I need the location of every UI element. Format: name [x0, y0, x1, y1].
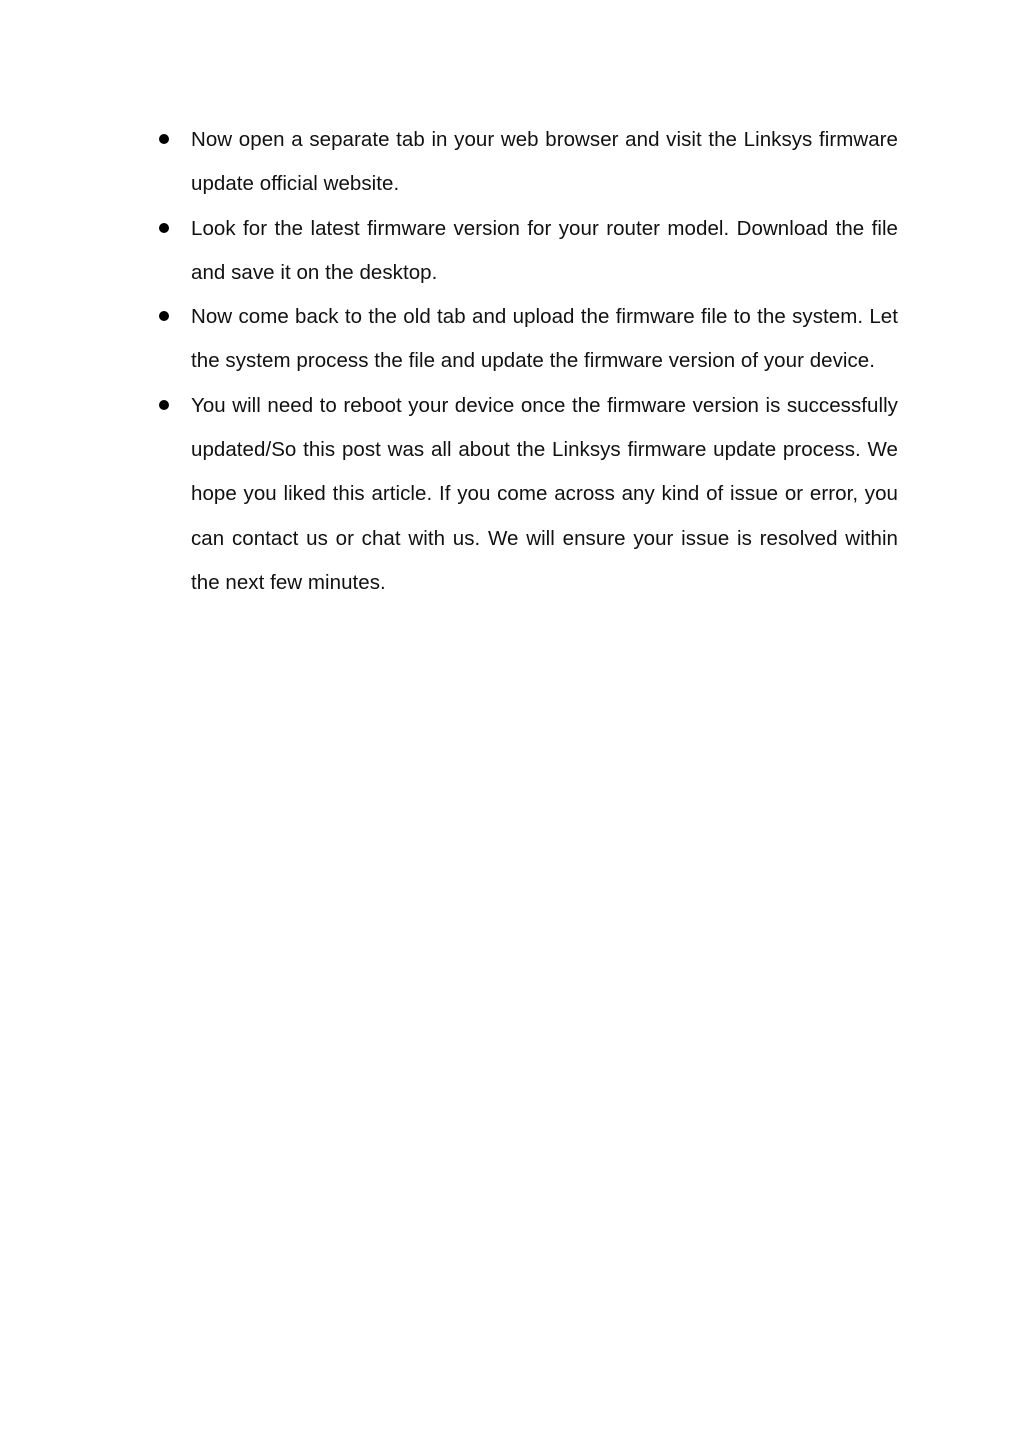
bullet-text: You will need to reboot your device once the firmware version is successfully updated/So this post was all about the Linksys firmware update process. We hope you liked this article. If you come across any kind of issue or error, you can contact us or chat with us. We will ensure your issue is resolved within the next few minutes. [191, 393, 898, 594]
bullet-item-reboot-device [155, 384, 898, 605]
bullet-icon [159, 223, 169, 233]
bullet-item-download-firmware [155, 207, 898, 296]
bullet-item-upload-firmware [155, 295, 898, 384]
bullet-list [155, 118, 898, 605]
bullet-icon [159, 134, 169, 144]
bullet-text: Now open a separate tab in your web browser and visit the Linksys firmware update official website. [191, 128, 898, 196]
bullet-text: Now come back to the old tab and upload the firmware file to the system. Let the system process the file and update the firmware version of your device. [191, 305, 898, 373]
bullet-item-open-tab [155, 118, 898, 207]
bullet-icon [159, 311, 169, 321]
bullet-text: Look for the latest firmware version for your router model. Download the file and save it on the desktop. [191, 216, 898, 284]
bullet-icon [159, 400, 169, 410]
